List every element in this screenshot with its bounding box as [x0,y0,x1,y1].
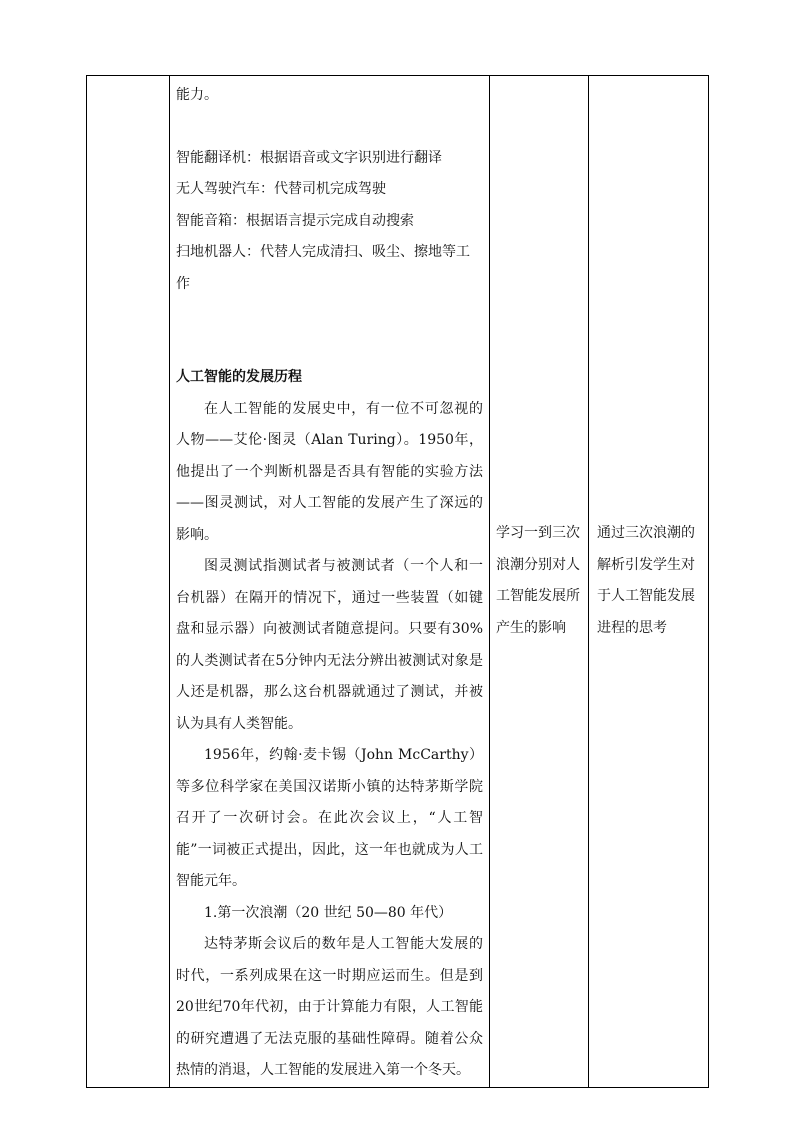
device-item: 扫地机器人：代替人完成清扫、吸尘、擦地等工作 [176,244,470,292]
design-intent-text: 通过三次浪潮的解析引发学生对于人工智能发展进程的思考 [597,525,695,636]
lead-text: 能力。 [176,87,218,103]
device-item: 智能翻译机：根据语音或文字识别进行翻译 [176,149,442,166]
paragraph: 达特茅斯会议后的数年是人工智能大发展的时代，一系列成果在这一时期应运而生。但是到20世纪70年代初，由于计算能力有限，人工智能的研究遭遇了无法克服的基础性障碍。随着公众热情的消退，人工智能的发展进入第一个冬天。 [176,936,483,1078]
design-intent-cell [589,76,709,1088]
lesson-plan-table [86,75,709,1088]
subheading: 1.第一次浪潮（20 世纪 50—80 年代） [204,904,453,921]
teaching-content-cell [170,76,490,1088]
device-item: 无人驾驶汽车：代替司机完成驾驶 [176,181,386,197]
student-activity-cell [490,76,589,1088]
paragraph: 图灵测试指测试者与被测试者（一个人和一台机器）在隔开的情况下，通过一些装置（如键盘和显示器）向被测试者随意提问。只要有30%的人类测试者在5分钟内无法分辨出被测试对象是人还是机器，那么这台机器就通过了测试，并被认为具有人类智能。 [176,558,483,732]
table-row [87,76,709,1088]
student-activity-text: 学习一到三次浪潮分别对人工智能发展所产生的影响 [496,525,580,636]
paragraph: 在人工智能的发展史中，有一位不可忽视的人物——艾伦·图灵（Alan Turing）。1950年，他提出了一个判断机器是否具有智能的实验方法——图灵测试，对人工智能的发展产生了深远的影响。 [176,400,483,543]
stage-cell [87,76,170,1088]
device-item: 智能音箱：根据语言提示完成自动搜索 [176,212,414,229]
section-title: 人工智能的发展历程 [176,369,302,385]
paragraph: 1956年，约翰·麦卡锡（John McCarthy）等多位科学家在美国汉诺斯小镇的达特茅斯学院召开了一次研讨会。在此次会议上，“人工智能”一词被正式提出，因此，这一年也就成为人工智能元年。 [176,747,483,889]
